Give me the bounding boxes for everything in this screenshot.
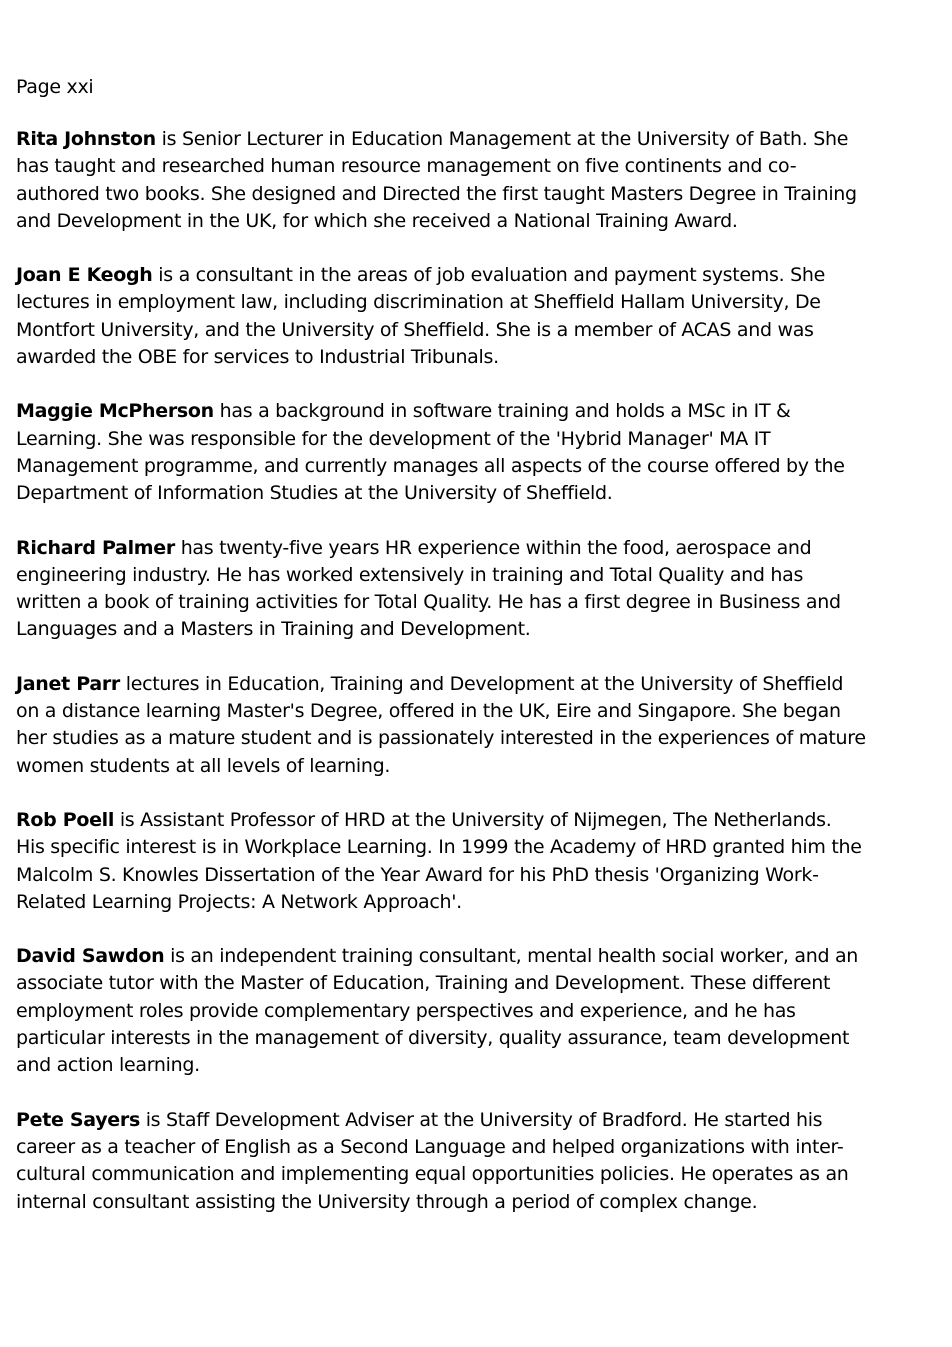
bio-text-line: has twenty-five years HR experience within the food, aerospace and xyxy=(174,536,812,559)
bio-paragraph-rita-johnston xyxy=(16,126,936,235)
bio-text-line: Related Learning Projects: A Network Approach'. xyxy=(16,890,462,913)
bio-text-line: Malcolm S. Knowles Dissertation of the Year Award for his PhD thesis 'Organizing Work- xyxy=(16,863,819,886)
bio-text-line: has a background in software training and holds a MSc in IT & xyxy=(213,400,791,423)
bio-text-line: associate tutor with the Master of Education, Training and Development. These different xyxy=(16,972,831,995)
bio-text-line: lectures in employment law, including discrimination at Sheffield Hallam University, De xyxy=(16,291,821,314)
bio-text-line: is an independent training consultant, mental health social worker, and an xyxy=(164,945,859,968)
bio-text-line: awarded the OBE for services to Industrial Tribunals. xyxy=(16,346,499,369)
document-page xyxy=(16,74,936,1243)
bio-text-line: women students at all levels of learning. xyxy=(16,754,391,777)
bio-name: Rita Johnston xyxy=(16,128,156,150)
bio-text-line: is Senior Lecturer in Education Management at the University of Bath. She xyxy=(155,128,849,150)
bio-text-line: is Assistant Professor of HRD at the University of Nijmegen, The Netherlands. xyxy=(114,808,832,831)
bio-text-line: her studies as a mature student and is passionately interested in the experiences of mature xyxy=(16,727,866,750)
bio-text-line: Learning. She was responsible for the development of the 'Hybrid Manager' MA IT xyxy=(16,427,771,450)
bio-text-line: particular interests in the management of diversity, quality assurance, team development xyxy=(16,1027,850,1050)
bio-text-line: Montfort University, and the University of Sheffield. She is a member of ACAS and was xyxy=(16,318,814,341)
bio-paragraph-david-sawdon xyxy=(16,943,936,1079)
bio-text-line: and action learning. xyxy=(16,1054,200,1077)
bio-text-line: is Staff Development Adviser at the University of Bradford. He started his xyxy=(139,1108,823,1131)
bio-text-line: Languages and a Masters in Training and Development. xyxy=(16,618,531,641)
bio-text-line: written a book of training activities for Total Quality. He has a first degree in Business and xyxy=(16,591,841,614)
bio-text-line: has taught and researched human resource management on five continents and co- xyxy=(16,155,797,178)
bio-name: Maggie McPherson xyxy=(16,400,214,423)
bio-text-line: internal consultant assisting the University through a period of complex change. xyxy=(16,1190,758,1213)
bio-text-line: Department of Information Studies at the University of Sheffield. xyxy=(16,482,613,505)
bio-name: Pete Sayers xyxy=(16,1108,140,1131)
bio-name: David Sawdon xyxy=(16,945,165,968)
bio-text-line: career as a teacher of English as a Second Language and helped organizations with inter- xyxy=(16,1135,844,1158)
bio-paragraph-rob-poell xyxy=(16,807,936,916)
page-number: Page xxi xyxy=(16,76,94,98)
bio-name: Joan E Keogh xyxy=(16,264,153,287)
bio-text-line: and Development in the UK, for which she received a National Training Award. xyxy=(16,209,738,232)
bio-paragraph-pete-sayers xyxy=(16,1107,936,1216)
bio-text-line: authored two books. She designed and Directed the first taught Masters Degree in Training xyxy=(16,182,857,205)
bio-paragraph-richard-palmer xyxy=(16,535,936,644)
bio-text-line: is a consultant in the areas of job evaluation and payment systems. She xyxy=(152,264,825,287)
bio-text-line: cultural communication and implementing equal opportunities policies. He operates as an xyxy=(16,1163,849,1186)
bio-paragraph-janet-parr xyxy=(16,671,936,780)
bio-name: Rob Poell xyxy=(16,808,115,831)
bio-text-line: lectures in Education, Training and Development at the University of Sheffield xyxy=(119,672,844,695)
bio-paragraph-maggie-mcpherson xyxy=(16,398,936,507)
bio-name: Richard Palmer xyxy=(16,536,175,559)
bio-text-line: His specific interest is in Workplace Learning. In 1999 the Academy of HRD granted him the xyxy=(16,836,862,859)
bio-text-line: Management programme, and currently manages all aspects of the course offered by the xyxy=(16,454,845,477)
bio-text-line: employment roles provide complementary perspectives and experience, and he has xyxy=(16,999,796,1022)
bio-text-line: on a distance learning Master's Degree, offered in the UK, Eire and Singapore. She began xyxy=(16,700,841,723)
bio-name: Janet Parr xyxy=(16,672,120,695)
bio-text-line: engineering industry. He has worked extensively in training and Total Quality and has xyxy=(16,563,804,586)
bio-paragraph-joan-e-keogh xyxy=(16,262,936,371)
